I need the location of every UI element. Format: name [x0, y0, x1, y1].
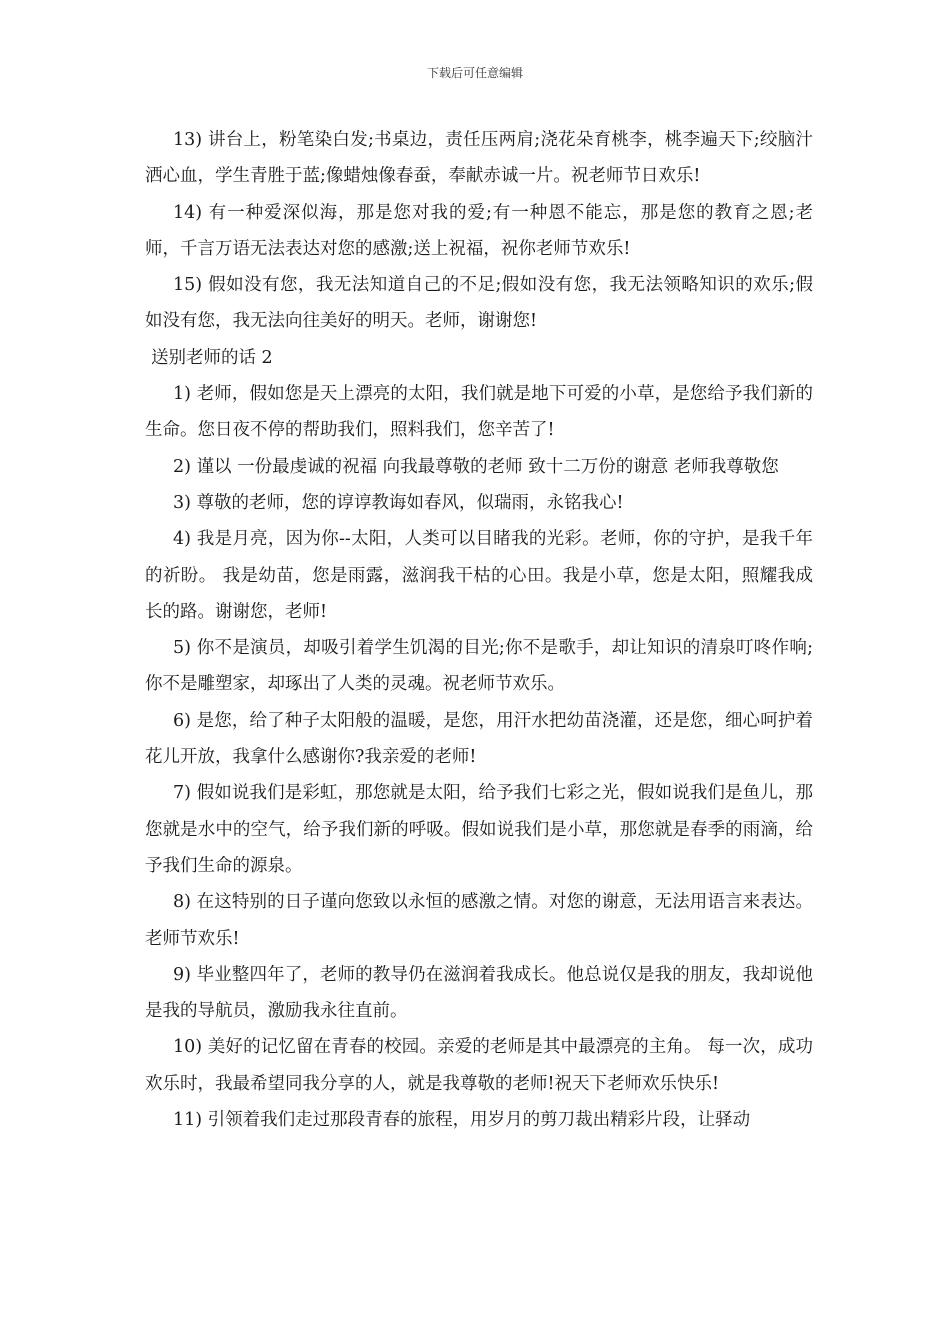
section-item-11: 11) 引领着我们走过那段青春的旅程，用岁月的剪刀裁出精彩片段，让驿动 — [173, 1110, 751, 1131]
section-item-8: 8) 在这特别的日子谨向您致以永恒的感激之情。对您的谢意，无法用语言来表达。老师节欢乐! — [145, 892, 813, 949]
page-header-note: 下载后可任意编辑 — [426, 66, 523, 80]
paragraph-13: 13) 讲台上，粉笔染白发;书桌边，责任压两肩;浇花朵育桃李，桃李遍天下;绞脑汁洒心血，学生青胜于蓝;像蜡烛像春蚕，奉献赤诚一片。祝老师节日欢乐! — [145, 130, 813, 187]
section-item-10: 10) 美好的记忆留在青春的校园。亲爱的老师是其中最漂亮的主角。 每一次，成功欢乐时，我最希望同我分享的人，就是我尊敬的老师!祝天下老师欢乐快乐! — [145, 1037, 813, 1094]
paragraph-15: 15) 假如没有您，我无法知道自己的不足;假如没有您，我无法领略知识的欢乐;假如没有您，我无法向往美好的明天。老师，谢谢您! — [145, 275, 813, 332]
section-item-3: 3) 尊敬的老师，您的谆谆教诲如春风，似瑞雨，永铭我心! — [173, 492, 624, 513]
section-item-4: 4) 我是月亮，因为你--太阳，人类可以目睹我的光彩。老师，你的守护，是我千年的祈盼。 我是幼苗，您是雨露，滋润我干枯的心田。我是小草，您是太阳，照耀我成长的路。谢谢您，老师! — [145, 529, 813, 622]
section-item-7: 7) 假如说我们是彩虹，那您就是太阳，给予我们七彩之光，假如说我们是鱼儿，那您就是水中的空气，给予我们新的呼吸。假如说我们是小草，那您就是春季的雨滴，给予我们生命的源泉。 — [145, 783, 813, 876]
section-item-6: 6) 是您，给了种子太阳般的温暖，是您，用汗水把幼苗浇灌，还是您，细心呵护着花儿开放，我拿什么感谢你?我亲爱的老师! — [145, 710, 813, 768]
section-item-9: 9) 毕业整四年了，老师的教导仍在滋润着我成长。他总说仅是我的朋友，我却说他是我的导航员，激励我永往直前。 — [145, 964, 813, 1022]
section-item-2: 2) 谨以 一份最虔诚的祝福 向我最尊敬的老师 致十二万份的谢意 老师我尊敬您 — [173, 456, 779, 477]
section-item-1: 1) 老师，假如您是天上漂亮的太阳，我们就是地下可爱的小草，是您给予我们新的生命。您日夜不停的帮助我们，照料我们，您辛苦了! — [145, 384, 813, 441]
section-title: 送别老师的话 2 — [151, 347, 273, 368]
document-body — [145, 122, 813, 1138]
paragraph-14: 14) 有一种爱深似海，那是您对我的爱;有一种恩不能忘，那是您的教育之恩;老师，千言万语无法表达对您的感激;送上祝福，祝你老师节欢乐! — [145, 202, 813, 259]
section-item-5: 5) 你不是演员，却吸引着学生饥渴的目光;你不是歌手，却让知识的清泉叮咚作响;你不是雕塑家，却琢出了人类的灵魂。祝老师节欢乐。 — [145, 638, 813, 695]
